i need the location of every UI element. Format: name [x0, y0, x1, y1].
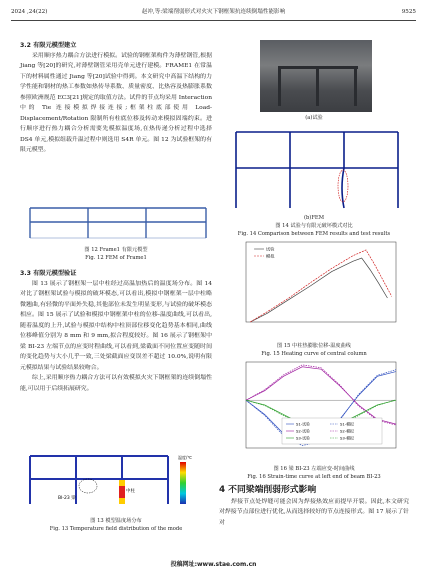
caption-cn: 图 14 试验与有限元破坏模式对比	[275, 223, 353, 229]
running-header	[11, 6, 416, 21]
fig12-caption	[20, 246, 212, 262]
submission-url: 投稿网址:www.stae.com.cn	[170, 561, 257, 568]
fig16-caption	[219, 465, 409, 481]
fig14b-label: (b)FEM	[303, 215, 325, 221]
legend	[282, 418, 382, 444]
legend-item: S1-试验	[296, 421, 310, 427]
section-heading: 4 不同梁端削弱形式影响	[219, 485, 317, 495]
section-heading: 3.3 有限元模型验证	[20, 270, 77, 277]
page-number: 9525	[401, 9, 416, 15]
paragraph: 综上,采用顺序热力耦合方法可以有效模拟火灾下钢框架的连续倒塌性能,可以用于后续拓展研究。	[20, 375, 212, 392]
caption-en: Fig. 14 Comparison between FEM results and test results	[237, 231, 391, 237]
legend-item: S2-试验	[296, 428, 310, 434]
running-title: 赵冲,等:梁端削弱形式对火灾下钢框架抗连续倒塌性能影响	[141, 9, 286, 15]
fig14a-test-photo	[260, 40, 372, 112]
section-4	[219, 483, 409, 528]
fig12-fem-model	[28, 205, 208, 241]
legend-title: 温度/℃	[178, 455, 192, 460]
section-3-2	[20, 40, 212, 156]
fig16-chart	[226, 358, 406, 462]
fig14a-label: (a)试验	[305, 115, 323, 121]
fig13-caption	[20, 517, 212, 533]
fig15-caption	[219, 342, 409, 358]
fig14-caption	[219, 222, 409, 238]
caption-en: Fig. 15 Heating curve of central column	[261, 351, 367, 357]
caption-cn: 图 13 模型温度场分布	[90, 518, 142, 524]
legend-item: S3-试验	[296, 435, 310, 441]
series-line	[246, 367, 396, 427]
caption-cn: 图 12 Frame1 有限元模型	[84, 247, 148, 253]
series-line	[250, 258, 387, 322]
paragraph: 焊接节点处焊缝可能会因为焊接热效应而提早开裂。因此,本文研究对焊接节点部位进行优化,从而选择较好的节点连接形式。图 17 展示了针对	[219, 499, 409, 526]
temperature-colorbar	[180, 462, 186, 504]
caption-en: Fig. 13 Temperature field distribution of the mode	[49, 526, 183, 532]
fig14b-fem	[232, 124, 402, 212]
legend-item: S1-模拟	[340, 421, 354, 427]
legend-item: 试验	[266, 246, 275, 252]
section-3-3	[20, 268, 212, 394]
section-heading: 3.2 有限元模型建立	[20, 42, 77, 49]
legend-item: 模拟	[266, 253, 275, 259]
fig15-chart	[226, 238, 406, 338]
beam-label: BI-23 梁	[58, 496, 76, 501]
issue-number: 2024 ,24(22)	[11, 9, 48, 15]
legend-item: S2-模拟	[340, 428, 354, 434]
caption-en: Fig. 12 FEM of Frame1	[85, 255, 147, 261]
caption-en: Fig. 16 Strain-time curve at left end of beam BI-23	[247, 474, 381, 480]
paragraph: 图 13 展示了钢框架一层中柱经过高温加热后的温度场分布。图 14 对比了钢框架试验与模拟的破坏模态,可以看出,模拟中钢框架一层中柱略微翘曲,有轻微的平面外失稳,其他部位未发生明显变形,与试验的破坏模态相应。图 15 展示了试验和模拟中钢框架中柱的位移-温度曲线,可以看出,随着温度的上升,试验与模拟中结构中柱顶部位移变化趋势基本相同,曲线位移峰值分别为 8 mm 和 9 mm,拟合程度较好。图 16 展示了钢框架中梁 BI-23 左端节点的应变时程曲线,可以看到,梁截面不同位置应变随时间的变化趋势与大小几乎一致,三处梁截面应变误差不超过 10.0%,说明有限元模拟结果与试验结果较吻合。	[20, 281, 212, 371]
column-label: 中柱	[126, 489, 135, 494]
caption-cn: 图 15 中柱热膨胀位移-温度曲线	[277, 343, 351, 349]
fig13-temperature-field	[28, 452, 208, 508]
caption-cn: 图 16 梁 BI-23 左端应变-时间曲线	[273, 466, 355, 472]
series-line	[250, 250, 391, 322]
legend-item: S3-模拟	[340, 435, 354, 441]
legend	[254, 246, 275, 260]
paragraph: 采用顺序热力耦合方法进行模拟。试验的钢框架构件为薄壁钢管,根据 Jiang 等[20]的研究,对薄壁钢管采用壳单元进行建模。FRAME1 在常温下的材料属性通过 Jiang 等[20]试验中得到。本文研究中高温下结构的力学性能和钢材的热工参数如热传导系数、质量密度、比热容及热膨胀系数参照欧洲规范 EC3[21]规定的取值方法。试件的节点均采用 Interaction 中的 Tie 连接模拟焊接连接;框架柱底部使用 Load-Displacement/Rotation 限制所有柱底位移及转动来模拟固端约束。进行顺序进行热力耦合分析需要先模拟温度场,在热传递分析过程中选择 DS4 单元,模拟组载升温过程中则选用 S4R 单元。图 12 为试验框架的有限元模型。	[20, 53, 212, 154]
